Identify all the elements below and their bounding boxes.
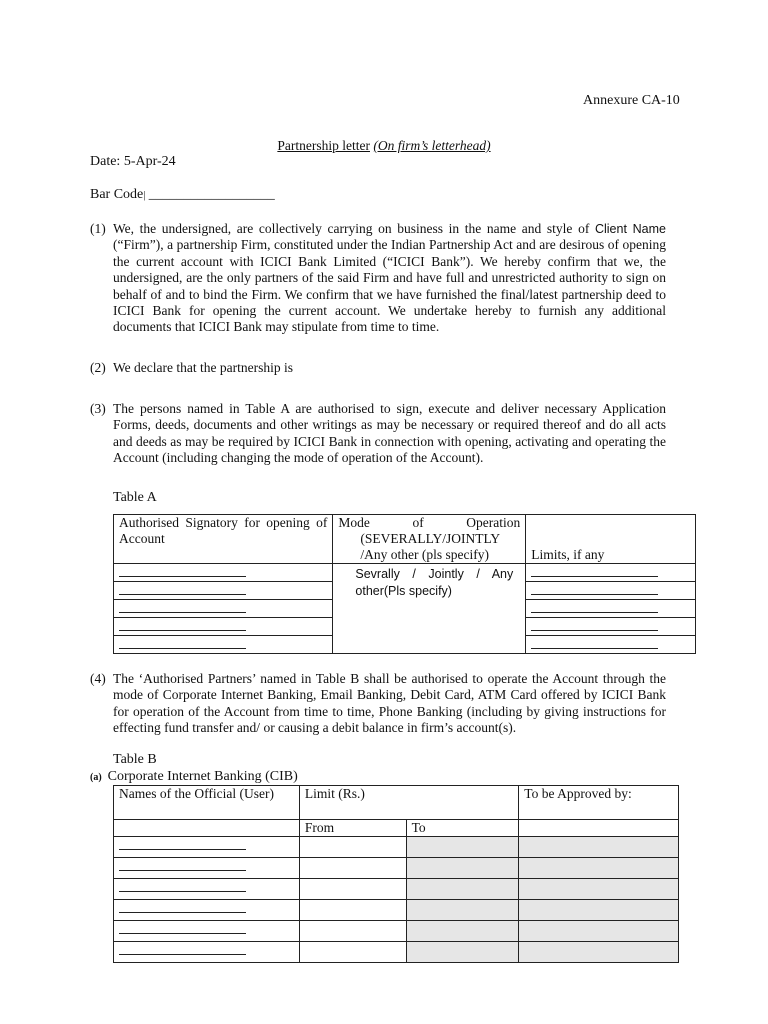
limit-to-cell[interactable] (406, 879, 519, 900)
blank-line (531, 600, 658, 613)
limit-to-cell[interactable] (406, 900, 519, 921)
blank-line (119, 636, 246, 649)
approver-cell[interactable] (519, 900, 679, 921)
paragraph-4 (90, 671, 666, 737)
blank-line (531, 618, 658, 631)
limit-cell[interactable] (526, 618, 696, 636)
paragraph-text: We declare that the partnership is (113, 360, 293, 375)
limit-to-cell[interactable] (406, 858, 519, 879)
barcode-line: Bar Code| __________________ (90, 187, 275, 202)
limit-to-cell[interactable] (406, 837, 519, 858)
user-name-cell[interactable] (114, 942, 300, 963)
paragraph-1 (90, 221, 666, 336)
user-name-cell[interactable] (114, 879, 300, 900)
approver-cell[interactable] (519, 858, 679, 879)
table-a (113, 514, 696, 654)
blank-line (119, 600, 246, 613)
blank-line (119, 942, 246, 955)
table-a-header-mode (333, 515, 526, 564)
table-a-header-signatory: Authorised Signatory for opening of Account (114, 515, 333, 564)
user-name-cell[interactable] (114, 921, 300, 942)
table-b-subheader-empty (519, 820, 679, 837)
mode-header-line-2: (SEVERALLY/JOINTLY /Any other (pls specify) (360, 531, 500, 562)
table-b-label: Table B (113, 752, 157, 767)
blank-line (119, 618, 246, 631)
signatory-cell[interactable] (114, 618, 333, 636)
limit-from-cell[interactable] (299, 858, 406, 879)
barcode-label: Bar Code (90, 187, 144, 202)
table-b-header-user: Names of the Official (User) (114, 786, 300, 820)
section-title: Corporate Internet Banking (CIB) (107, 769, 298, 784)
paragraph-text: We, the undersigned, are collectively carrying on business in the name and style of (113, 221, 595, 236)
limit-cell[interactable] (526, 582, 696, 600)
signatory-cell[interactable] (114, 582, 333, 600)
limit-cell[interactable] (526, 600, 696, 618)
table-b-section-heading (90, 769, 298, 785)
limit-to-cell[interactable] (406, 921, 519, 942)
table-b-header-limit: Limit (Rs.) (299, 786, 518, 820)
limit-from-cell[interactable] (299, 921, 406, 942)
limit-to-cell[interactable] (406, 942, 519, 963)
approver-cell[interactable] (519, 921, 679, 942)
client-name-field[interactable]: Client Name (594, 222, 666, 236)
table-b-header-from: From (299, 820, 406, 837)
title-sub: (On firm’s letterhead) (373, 138, 491, 153)
mode-value-cell: Sevrally / Jointly / Any other(Pls specify) (333, 564, 526, 654)
limit-from-cell[interactable] (299, 879, 406, 900)
blank-line (119, 921, 246, 934)
blank-line (531, 564, 658, 577)
signatory-cell[interactable] (114, 600, 333, 618)
paragraph-number: (2) (90, 360, 106, 375)
limit-from-cell[interactable] (299, 900, 406, 921)
paragraph-text: The ‘Authorised Partners’ named in Table B shall be authorised to operate the Account through the mode of Corporate Internet Banking, Email Banking, Debit Card, ATM Card offered by ICICI Bank for operation of the Account from time to time, Phone Banking (including by giving instructions for effecting fund transfer and/ or causing a debit balance in firm’s account(s). (113, 671, 666, 736)
paragraph-number: (1) (90, 221, 106, 236)
limit-cell[interactable] (526, 564, 696, 582)
user-name-cell[interactable] (114, 900, 300, 921)
signatory-cell[interactable] (114, 564, 333, 582)
blank-line (119, 879, 246, 892)
signatory-cell[interactable] (114, 636, 333, 654)
limit-from-cell[interactable] (299, 942, 406, 963)
table-b (113, 785, 679, 963)
table-a-header-limits: Limits, if any (526, 515, 696, 564)
date-line: Date: 5-Apr-24 (90, 154, 176, 169)
user-name-cell[interactable] (114, 858, 300, 879)
document-title (0, 138, 768, 154)
blank-line (119, 900, 246, 913)
blank-line (531, 582, 658, 595)
section-marker: (a) (90, 772, 102, 783)
approver-cell[interactable] (519, 942, 679, 963)
blank-line (119, 858, 246, 871)
blank-line (119, 837, 246, 850)
blank-line (119, 564, 246, 577)
blank-line (531, 636, 658, 649)
paragraph-number: (3) (90, 401, 106, 416)
paragraph-number: (4) (90, 671, 106, 686)
paragraph-text: (“Firm”), a partnership Firm, constituted under the Indian Partnership Act and are desirous of opening the current account with ICICI Bank Limited (“ICICI Bank”). We hereby confirm that we, the undersigned, are the only partners of the said Firm and have full and unrestricted authority to sign on behalf of and to bind the Firm. We confirm that we have furnished the final/latest partnership deed to ICICI Bank for opening the current account. We undertake hereby to furnish any additional documents that ICICI Bank may stipulate from time to time. (113, 237, 666, 335)
paragraph-text: The persons named in Table A are authorised to sign, execute and deliver necessary Application Forms, deeds, documents and other writings as may be necessary or required thereof and do all acts and deeds as may be required by ICICI Bank in connection with opening, activating and operating the Account (including changing the mode of operation of the Account). (113, 401, 666, 466)
limit-from-cell[interactable] (299, 837, 406, 858)
table-b-header-approver: To be Approved by: (519, 786, 679, 820)
limit-cell[interactable] (526, 636, 696, 654)
blank-line (119, 582, 246, 595)
mode-header-line-1: Mode of Operation (338, 515, 521, 530)
title-main: Partnership letter (277, 138, 370, 153)
paragraph-2 (90, 360, 666, 376)
barcode-field[interactable]: __________________ (148, 187, 275, 202)
table-b-header-to: To (406, 820, 519, 837)
table-a-label: Table A (113, 490, 157, 505)
approver-cell[interactable] (519, 879, 679, 900)
table-b-subheader-empty (114, 820, 300, 837)
approver-cell[interactable] (519, 837, 679, 858)
user-name-cell[interactable] (114, 837, 300, 858)
annexure-label: Annexure CA-10 (583, 93, 680, 108)
paragraph-3 (90, 401, 666, 467)
